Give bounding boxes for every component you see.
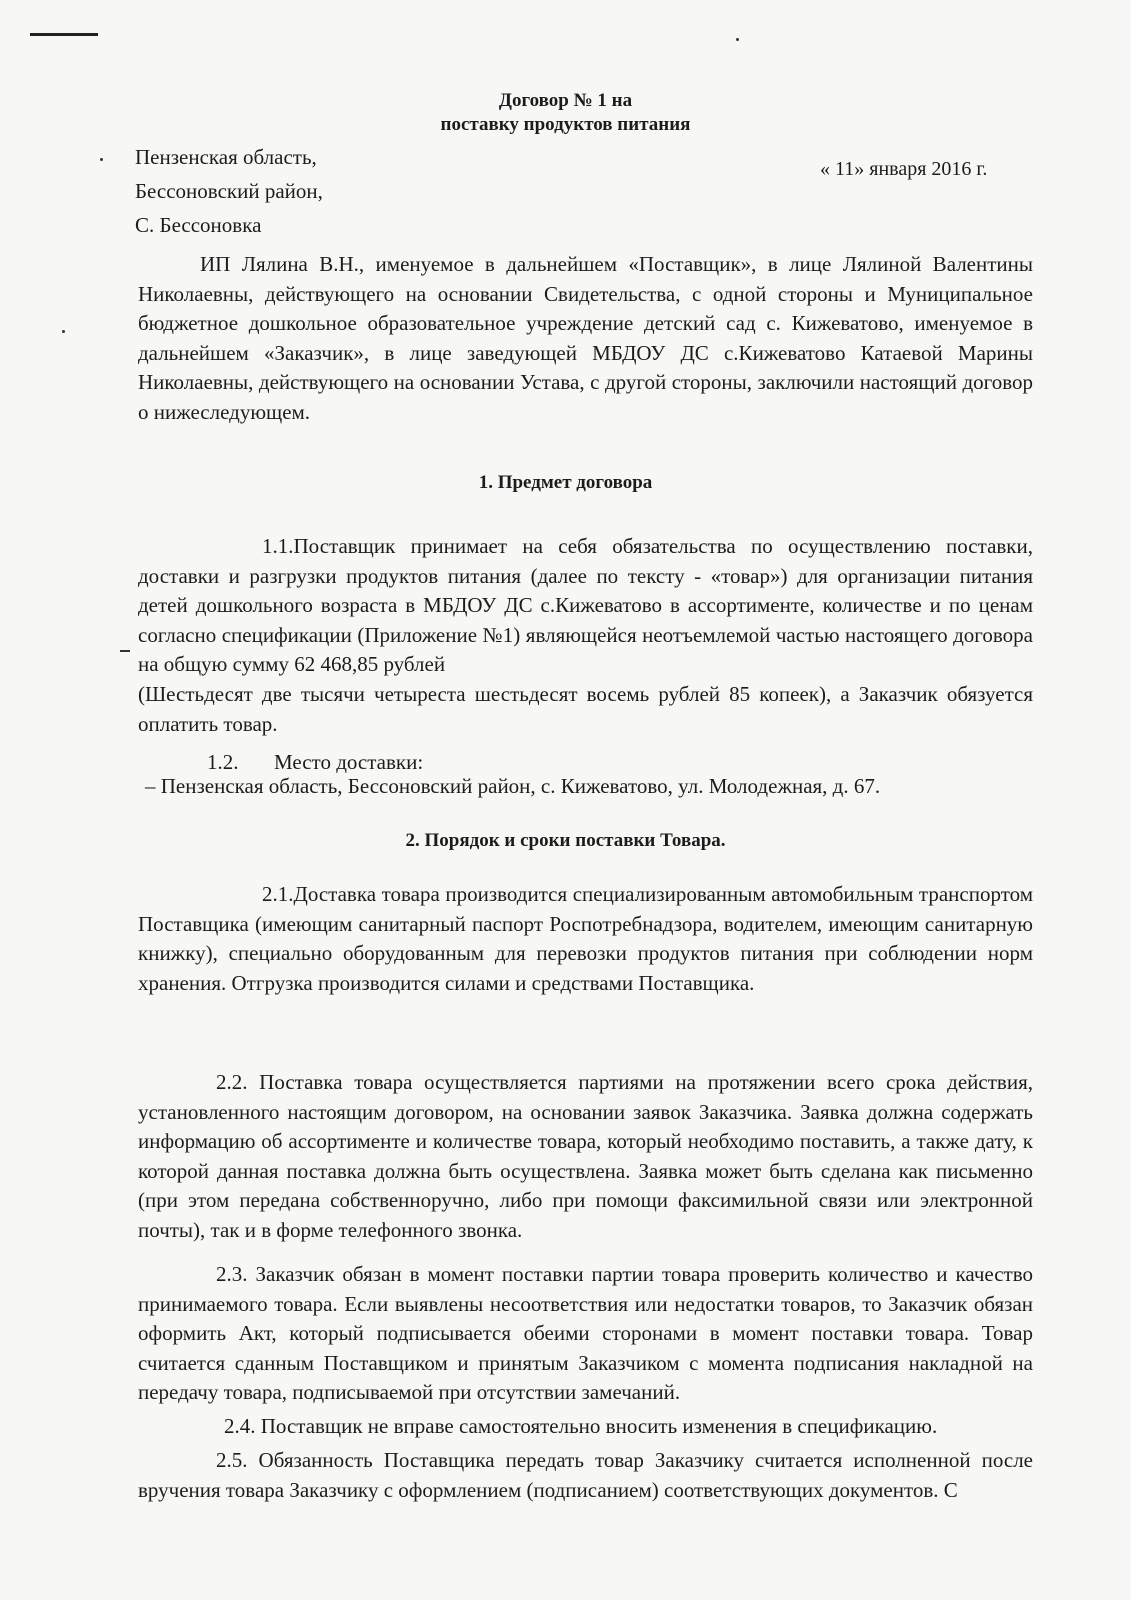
section-2-heading: 2. Порядок и сроки поставки Товара.: [405, 830, 726, 851]
clause-text: Поставщик принимает на себя обязательства по осуществлению поставки, доставки и разгрузки продуктов питания (далее по тексту - «товар») для организации питания детей дошкольного возраста в МБДОУ ДС с.Кижеватово в ассортименте, количестве и по ценам согласно спецификации (Приложение №1) являющейся неотъемлемой частью настоящего договора на общую сумму 62 468,85 рублей: [138, 534, 1033, 677]
scan-speck: [120, 650, 130, 652]
scan-speck: [62, 330, 65, 333]
clause-2-4: 2.4. Поставщик не вправе самостоятельно вносить изменения в спецификацию.: [224, 1414, 938, 1438]
place-line: С. Бессоновка: [135, 213, 262, 237]
clause-2-5: 2.5. Обязанность Поставщика передать товар Заказчику считается исполненной после вручения товара Заказчику с оформлением (подписанием) соответствующих документов. С: [138, 1448, 1033, 1502]
clause-2-2: 2.2. Поставка товара осуществляется партиями на протяжении всего срока действия, установленного настоящим договором, на основании заявок Заказчика. Заявка должна содержать информацию об ассортименте и количестве товара, который необходимо поставить, а также дату, к которой данная поставка должна быть осуществлена. Заявка может быть сделана как письменно (при этом передана собственноручно, либо при помощи факсимильной связи или электронной почты), так и в форме телефонного звонка.: [138, 1070, 1033, 1242]
place-line: Пензенская область,: [135, 145, 317, 169]
place-line: Бессоновский район,: [135, 179, 323, 203]
preamble-paragraph: ИП Лялина В.Н., именуемое в дальнейшем «Поставщик», в лице Лялиной Валентины Николаевны, действующего на основании Свидетельства, с одной стороны и Муниципальное бюджетное дошкольное образовательное учреждение детский сад с. Кижеватово, именуемое в дальнейшем «Заказчик», в лице заведующей МБДОУ ДС с.Кижеватово Катаевой Марины Николаевны, действующего на основании Устава, с другой стороны, заключили настоящий договор о нижеследующем.: [138, 252, 1033, 424]
clause-number: 2.1.: [262, 882, 294, 906]
clause-2-1: [138, 880, 1033, 998]
contract-date: « 11» января 2016 г.: [820, 158, 988, 180]
scan-mark: [30, 33, 98, 36]
place-block: [135, 140, 323, 242]
section-1-heading: 1. Предмет договора: [478, 472, 653, 493]
contract-subtitle: поставку продуктов питания: [440, 114, 691, 135]
clause-number: 1.2.: [207, 750, 239, 774]
clause-1-1-continued: (Шестьдесят две тысячи четыреста шестьдесят восемь рублей 85 копеек), а Заказчик обязуется оплатить товар.: [138, 682, 1033, 736]
scan-speck: [100, 158, 103, 161]
clause-1-2: [207, 750, 423, 775]
delivery-address: – Пензенская область, Бессоновский район, с. Кижеватово, ул. Молодежная, д. 67.: [145, 774, 881, 798]
clause-text: Доставка товара производится специализированным автомобильным транспортом Поставщика (имеющим санитарный паспорт Роспотребнадзора, водителем, имеющим санитарную книжку), специально оборудованным для перевозки продуктов питания при соблюдении норм хранения. Отгрузка производится силами и средствами Поставщика.: [138, 882, 1033, 995]
clause-1-1: [138, 532, 1033, 680]
scan-speck: [736, 38, 739, 41]
clause-2-3: 2.3. Заказчик обязан в момент поставки партии товара проверить количество и качество принимаемого товара. Если выявлены несоответствия или недостатки товаров, то Заказчик обязан оформить Акт, который подписывается обеими сторонами в момент поставки товара. Товар считается сданным Поставщиком и принятым Заказчиком с момента подписания накладной на передачу товара, подписываемой при отсутствии замечаний.: [138, 1262, 1033, 1405]
clause-text: Место доставки:: [274, 750, 424, 774]
contract-title: Договор № 1 на: [498, 90, 633, 111]
clause-number: 1.1.: [262, 534, 294, 558]
